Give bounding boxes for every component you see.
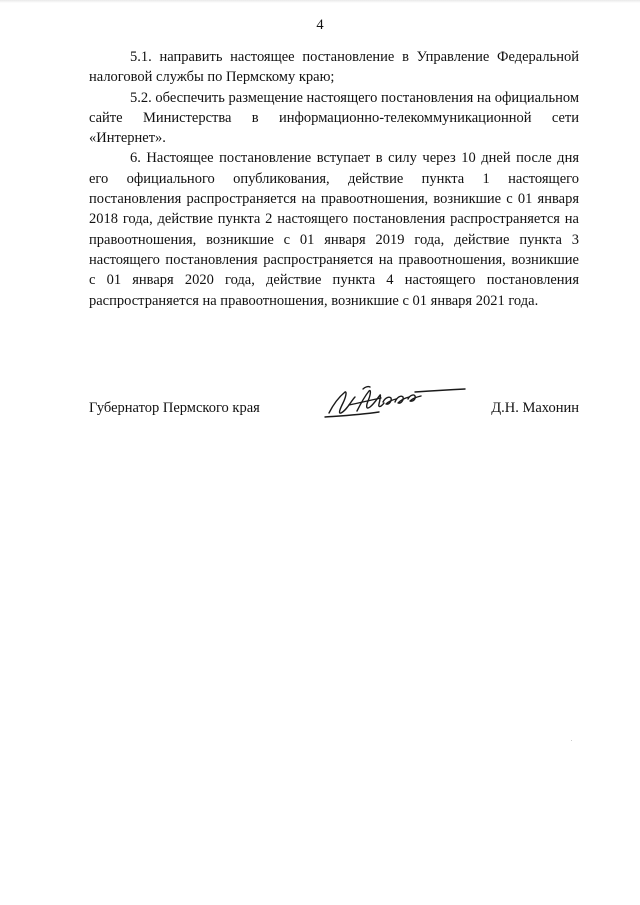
- handwritten-signature: [319, 383, 469, 423]
- signatory-name: Д.Н. Махонин: [491, 400, 579, 416]
- paragraph-5-1: 5.1. направить настоящее постановление в Управление Федеральной налоговой службы по Пермскому краю;: [89, 49, 579, 86]
- document-body: [89, 47, 579, 311]
- signature-block: [89, 398, 579, 420]
- signatory-title: Губернатор Пермского края: [89, 400, 260, 416]
- scan-speck: [571, 740, 572, 741]
- scan-edge: [0, 0, 640, 3]
- paragraph-6: 6. Настоящее постановление вступает в силу через 10 дней после дня его официального опубликования, действие пункта 1 настоящего постановления распространяется на правоотношения, возникшие с 01 января 2018 года, действие пункта 2 настоящего постановления распространяется на правоотношения, возникшие с 01 января 2019 года, действие пункта 3 настоящего постановления распространяется на правоотношения, возникшие с 01 января 2020 года, действие пункта 4 настоящего постановления распространяется на правоотношения, возникшие с 01 января 2021 года.: [89, 150, 579, 309]
- page-number: 4: [316, 17, 324, 33]
- paragraph-5-2: 5.2. обеспечить размещение настоящего постановления на официальном сайте Министерства в информационно-телекоммуникационной сети «Интернет».: [89, 89, 579, 147]
